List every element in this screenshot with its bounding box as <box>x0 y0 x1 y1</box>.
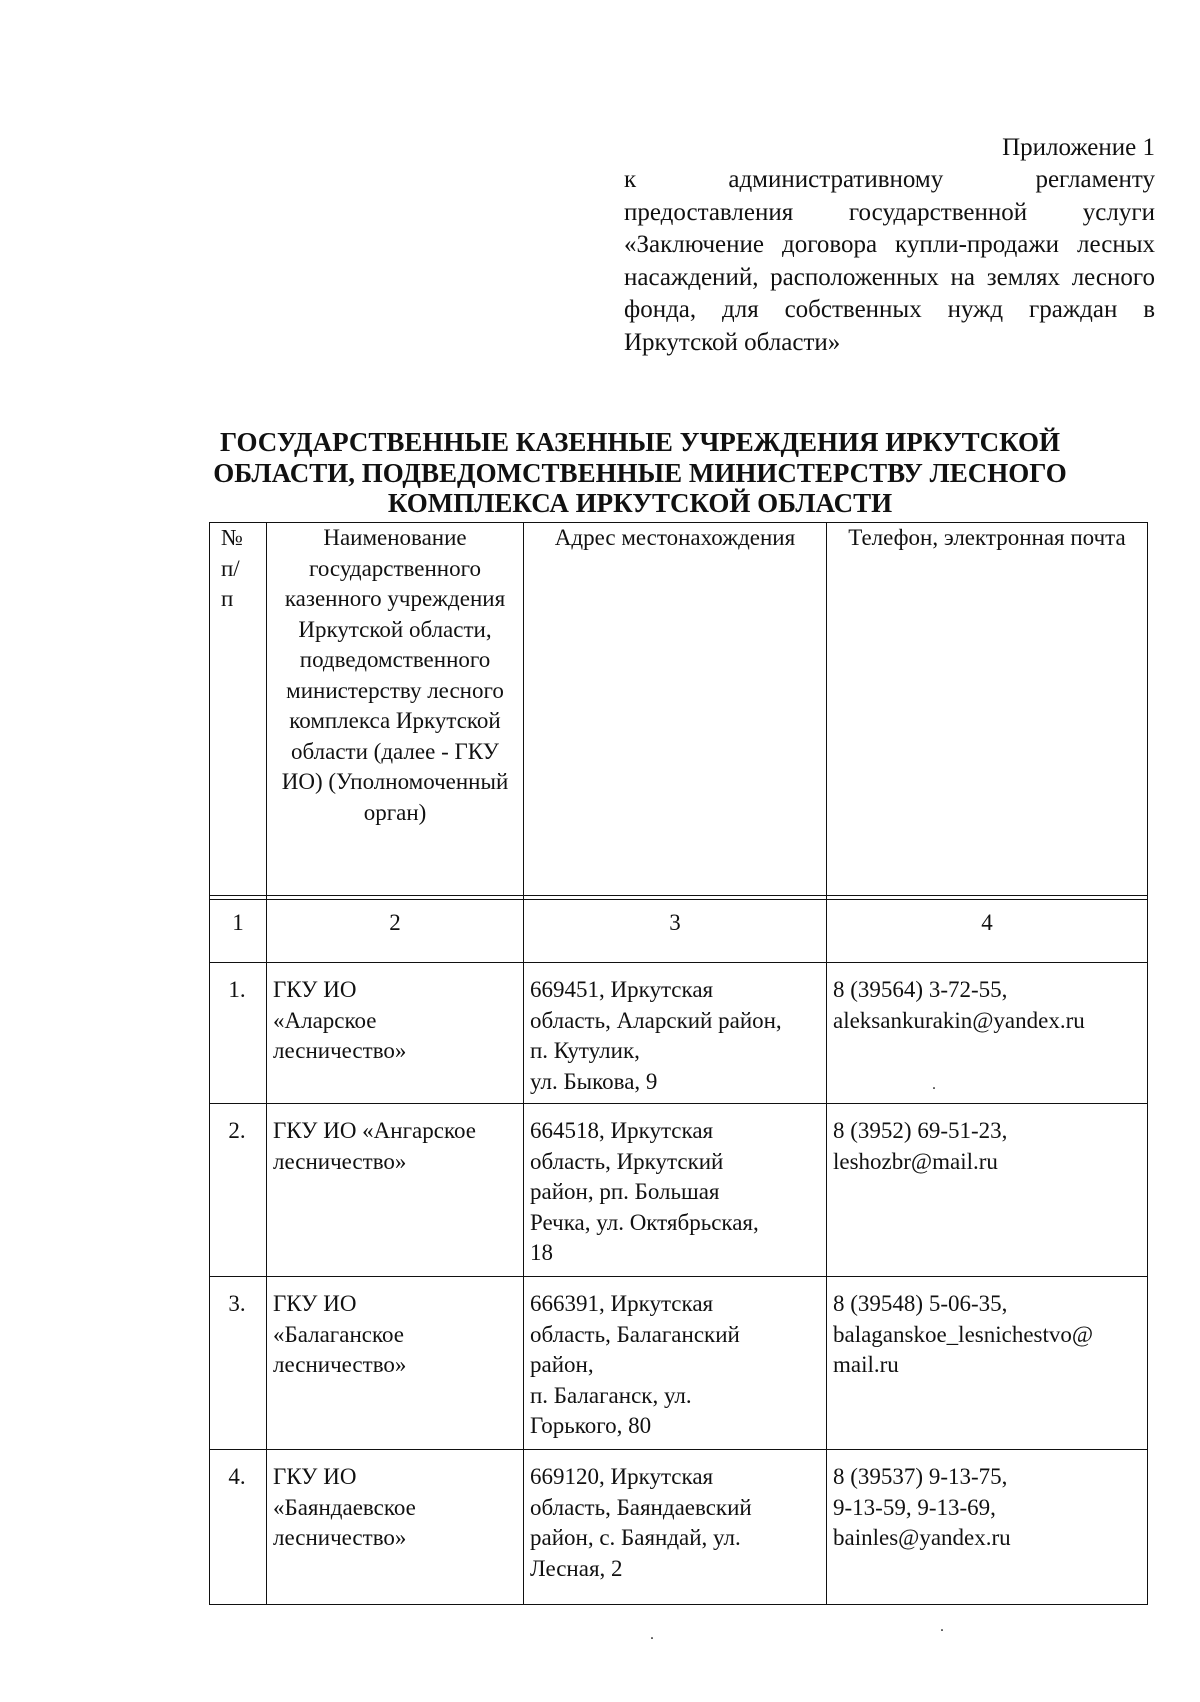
table-header-row <box>210 523 1148 896</box>
institution-contact: 8 (3952) 69-51-23, leshozbr@mail.ru <box>827 1104 1148 1277</box>
header-number-line: п/ <box>221 555 240 581</box>
header-address: Адрес местонахождения <box>524 523 827 896</box>
header-contact: Телефон, электронная почта <box>827 523 1148 896</box>
institution-name: ГКУ ИО «Балаганское лесничество» <box>267 1277 524 1450</box>
institution-name: ГКУ ИО «Баяндаевское лесничество» <box>267 1450 524 1605</box>
institution-address: 664518, Иркутская область, Иркутский район, рп. Большая Речка, ул. Октябрьская, 18 <box>524 1104 827 1277</box>
annex-text: к административному регламенту предоставления государственной услуги «Заключение договора купли-продажи лесных насаждений, расположенных на землях лесного фонда, для собственных нужд граждан в Иркутской области» <box>624 166 1155 356</box>
institution-name: ГКУ ИО «Аларское лесничество» <box>267 963 524 1104</box>
annex-title: Приложение 1 <box>1002 134 1155 161</box>
header-name: Наименование государственного казенного учреждения Иркутской области, подведомственного министерству лесного комплекса Иркутской области (далее - ГКУ ИО) (Уполномоченный орган) <box>267 523 524 896</box>
table-row <box>210 1450 1148 1605</box>
column-numbers-row <box>210 900 1148 963</box>
scan-speck: . <box>650 1626 654 1643</box>
scan-speck: . <box>932 1076 936 1093</box>
column-number: 1 <box>210 900 267 963</box>
institution-contact: 8 (39537) 9-13-75, 9-13-59, 9-13-69, bainles@yandex.ru <box>827 1450 1148 1605</box>
table-row <box>210 1104 1148 1277</box>
column-number: 4 <box>827 900 1148 963</box>
header-number-line: № <box>221 525 243 550</box>
document-heading: ГОСУДАРСТВЕННЫЕ КАЗЕННЫЕ УЧРЕЖДЕНИЯ ИРКУТСКОЙ ОБЛАСТИ, ПОДВЕДОМСТВЕННЫЕ МИНИСТЕРСТВУ ЛЕСНОГО КОМПЛЕКСА ИРКУТСКОЙ ОБЛАСТИ <box>213 427 1067 518</box>
column-number: 2 <box>267 900 524 963</box>
row-number: 3. <box>210 1277 267 1450</box>
institution-address: 669120, Иркутская область, Баяндаевский район, с. Баяндай, ул. Лесная, 2 <box>524 1450 827 1605</box>
column-number: 3 <box>524 900 827 963</box>
institution-contact: 8 (39548) 5-06-35, balaganskoe_lesnichestvo@ mail.ru <box>827 1277 1148 1450</box>
institution-name: ГКУ ИО «Ангарское лесничество» <box>267 1104 524 1277</box>
row-number: 4. <box>210 1450 267 1605</box>
row-number: 1. <box>210 963 267 1104</box>
institution-address: 666391, Иркутская область, Балаганский район, п. Балаганск, ул. Горького, 80 <box>524 1277 827 1450</box>
institution-contact: 8 (39564) 3-72-55, aleksankurakin@yandex.ru <box>827 963 1148 1104</box>
scan-speck: . <box>940 1618 944 1635</box>
row-number: 2. <box>210 1104 267 1277</box>
header-number-line: п <box>221 586 234 611</box>
header-number <box>210 523 267 896</box>
table-row <box>210 1277 1148 1450</box>
institution-address: 669451, Иркутская область, Аларский район, п. Кутулик, ул. Быкова, 9 <box>524 963 827 1104</box>
table-row <box>210 963 1148 1104</box>
institutions-table <box>209 522 1148 1605</box>
